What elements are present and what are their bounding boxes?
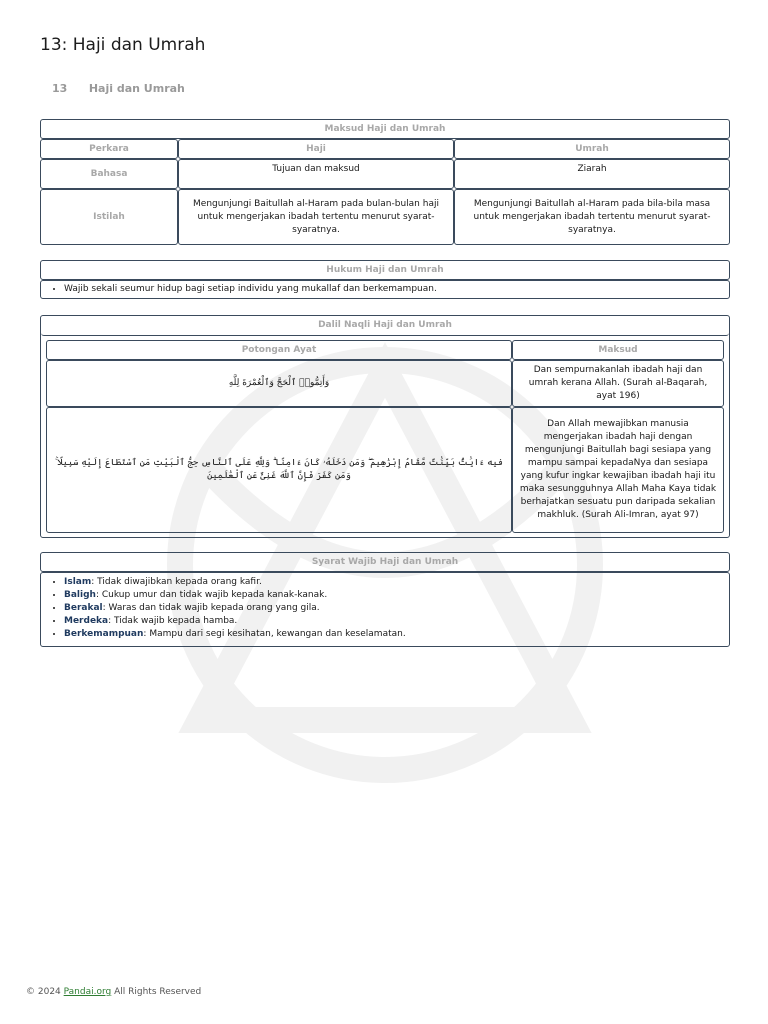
header-perkara: Perkara [40,139,178,159]
table-row [40,159,730,189]
header-umrah: Umrah [454,139,730,159]
syarat-term-berakal: Berakal [64,603,103,613]
list-item [64,576,729,589]
cell-bahasa-umrah: Ziarah [454,159,730,189]
syarat-list-box [40,572,730,647]
dalil-table [46,340,724,533]
syarat-desc: : Cukup umur dan tidak wajib kepada kanak-kanak. [95,590,328,600]
syarat-term-merdeka: Merdeka [64,616,109,626]
pandai-link[interactable]: Pandai.org [63,987,112,997]
list-item: • Wajib sekali seumur hidup bagi setiap individu yang mukallaf dan berkemampuan. [64,283,729,296]
cell-istilah-umrah: Mengunjungi Baitullah al-Haram pada bila-bila masa untuk mengerjakan ibadah tertentu menurut syarat-syaratnya. [454,189,730,245]
maksud-section [40,119,730,245]
cell-bahasa-haji: Tujuan dan maksud [178,159,454,189]
table-header-row [46,340,724,360]
page-title: 13: Haji dan Umrah [40,35,206,55]
footer [26,987,201,997]
maksud-baqarah-196: Dan sempurnakanlah ibadah haji dan umrah kerana Allah. (Surah al-Baqarah, ayat 196) [512,360,724,407]
syarat-desc: : Tidak diwajibkan kepada orang kafir. [91,577,262,587]
ayat-ali-imran-97: فيه ءَايَٰتٌۢ بَيِّنَٰتٌ مَّقَامُ إِبْرَٰهِيمَ ۖ وَمَن دَخَلَهُۥ كَانَ ءَامِنًا ۗ وَلِلَّهِ عَلَى ٱلنَّاسِ حِجُّ ٱلْبَيْتِ مَنِ ٱسْتَطَاعَ إِلَيْهِ سَبِيلًا ۚ وَمَن كَفَرَ فَإِنَّ ٱللَّهَ غَنِىٌّ عَنِ ٱلْعَٰلَمِينَ [46,407,512,533]
cell-istilah-haji: Mengunjungi Baitullah al-Haram pada bulan-bulan haji untuk mengerjakan ibadah tertentu menurut syarat-syaratnya. [178,189,454,245]
hukum-list [41,281,729,298]
syarat-term-islam: Islam [64,577,92,587]
ayat-baqarah-196: وَأَتِمُّوا۟ ٱلْحَجَّ وَٱلْعُمْرَةَ لِلَّهِ [46,360,512,407]
header-maksud: Maksud [512,340,724,360]
hukum-list-box [40,280,730,299]
syarat-section [40,552,730,647]
table-row [46,360,724,407]
list-item [64,628,729,641]
dalil-title: Dalil Naqli Haji dan Umrah [41,316,729,336]
footer-rights: All Rights Reserved [111,987,202,997]
maksud-ali-imran-97: Dan Allah mewajibkan manusia mengerjakan ibadah haji dengan mengunjungi Baitullah bagi sesiapa yang mampu sampai kepadaNya dan sesiapa yang kufur ingkar kewajiban ibadah haji itu maka sesungguhnya Allah Maha Kaya tidak berhajatkan sesuatu pun daripada sekalian makhluk. (Surah Ali-Imran, ayat 97) [512,407,724,533]
maksud-table [40,139,730,245]
dalil-section [40,315,730,538]
footer-copyright: © 2024 [26,987,64,997]
hukum-section [40,260,730,299]
header-haji: Haji [178,139,454,159]
list-item [64,615,729,628]
syarat-desc: : Tidak wajib kepada hamba. [108,616,238,626]
dalil-box [40,315,730,538]
table-row [40,189,730,245]
section-subheader [52,82,185,95]
maksud-title: Maksud Haji dan Umrah [40,119,730,139]
subheader-number: 13 [52,82,68,95]
syarat-title: Syarat Wajib Haji dan Umrah [40,552,730,572]
subheader-title: Haji dan Umrah [88,82,185,95]
hukum-title: Hukum Haji dan Umrah [40,260,730,280]
row-label-istilah: Istilah [40,189,178,245]
list-item [64,589,729,602]
syarat-desc: : Waras dan tidak wajib kepada orang yang gila. [102,603,320,613]
list-item [64,602,729,615]
syarat-desc: : Mampu dari segi kesihatan, kewangan dan keselamatan. [143,629,406,639]
header-potongan-ayat: Potongan Ayat [46,340,512,360]
row-label-bahasa: Bahasa [40,159,178,189]
table-row [46,407,724,533]
table-header-row [40,139,730,159]
syarat-list [41,573,729,646]
syarat-term-berkemampuan: Berkemampuan [64,629,144,639]
syarat-term-baligh: Baligh [64,590,96,600]
